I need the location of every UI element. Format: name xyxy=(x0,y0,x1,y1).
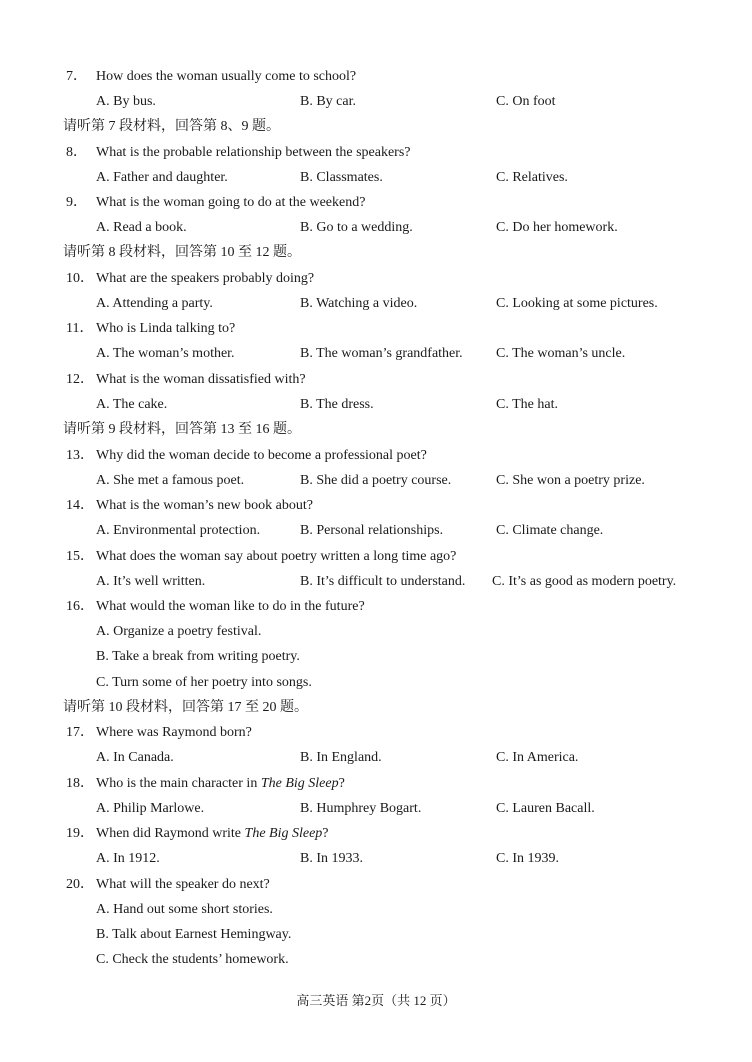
option-c: C. Lauren Bacall. xyxy=(496,801,595,816)
option-a: A. Attending a party. xyxy=(96,296,213,311)
option-a: A. The woman’s mother. xyxy=(96,346,235,361)
question-number: 12． xyxy=(66,372,94,387)
option-b: B. It’s difficult to understand. xyxy=(300,574,466,589)
question-text: Why did the woman decide to become a professional poet? xyxy=(96,448,427,463)
option-a: A. Hand out some short stories. xyxy=(96,902,273,917)
option-a: A. Read a book. xyxy=(96,220,187,235)
question-mark: ? xyxy=(338,776,345,791)
section-instruction: 请听第 10 段材料，回答第 17 至 20 题。 xyxy=(63,700,308,715)
option-a: A. By bus. xyxy=(96,94,156,109)
question-number: 9． xyxy=(66,195,87,210)
option-a: A. Philip Marlowe. xyxy=(96,801,205,816)
question-text: What would the woman like to do in the future? xyxy=(96,599,365,614)
book-title: The Big Sleep xyxy=(244,826,323,841)
book-title: The Big Sleep xyxy=(260,776,339,791)
option-c: C. In 1939. xyxy=(496,851,559,866)
question-text: Where was Raymond born? xyxy=(96,725,252,740)
question-number: 13． xyxy=(66,448,94,463)
section-instruction: 请听第 7 段材料，回答第 8、9 题。 xyxy=(63,119,280,134)
option-c: C. She won a poetry prize. xyxy=(496,473,645,488)
option-c: C. The hat. xyxy=(496,397,558,412)
question-text: What does the woman say about poetry written a long time ago? xyxy=(96,549,457,564)
question-text: What will the speaker do next? xyxy=(96,877,270,892)
option-c: C. Turn some of her poetry into songs. xyxy=(96,675,312,690)
option-b: B. Take a break from writing poetry. xyxy=(96,649,300,664)
option-c: C. Climate change. xyxy=(496,523,604,538)
question-text: What is the woman going to do at the weekend? xyxy=(96,195,366,210)
option-b: B. Watching a video. xyxy=(300,296,418,311)
question-number: 14． xyxy=(66,498,94,513)
section-instruction: 请听第 9 段材料，回答第 13 至 16 题。 xyxy=(63,422,301,437)
option-b: B. By car. xyxy=(300,94,356,109)
option-b: B. In England. xyxy=(300,750,382,765)
question-text: What is the woman’s new book about? xyxy=(96,498,313,513)
option-a: A. She met a famous poet. xyxy=(96,473,245,488)
question-number: 16． xyxy=(66,599,94,614)
question-text xyxy=(96,825,329,843)
question-text: What are the speakers probably doing? xyxy=(96,271,315,286)
question-number: 19． xyxy=(66,826,94,841)
question-number: 11． xyxy=(66,321,94,336)
question-number: 8． xyxy=(66,145,87,160)
option-a: A. Father and daughter. xyxy=(96,170,228,185)
question-text xyxy=(96,775,345,793)
question-mark: ? xyxy=(322,826,329,841)
section-instruction: 请听第 8 段材料，回答第 10 至 12 题。 xyxy=(63,245,301,260)
option-b: B. Personal relationships. xyxy=(300,523,444,538)
option-c: C. The woman’s uncle. xyxy=(496,346,626,361)
option-a: A. In 1912. xyxy=(96,851,160,866)
question-text-start: When did Raymond write xyxy=(96,826,245,841)
option-a: A. Environmental protection. xyxy=(96,523,261,538)
option-c: C. Check the students’ homework. xyxy=(96,952,289,967)
question-text: What is the probable relationship between the speakers? xyxy=(96,145,411,160)
option-b: B. She did a poetry course. xyxy=(300,473,452,488)
question-number: 15． xyxy=(66,549,94,564)
page-footer: 高三英语 第2页（共 12 页） xyxy=(296,993,456,1008)
question-text: How does the woman usually come to school? xyxy=(96,69,357,84)
option-b: B. The woman’s grandfather. xyxy=(300,346,463,361)
question-number: 17． xyxy=(66,725,94,740)
question-text: Who is Linda talking to? xyxy=(96,321,236,336)
option-c: C. On foot xyxy=(496,94,556,109)
question-text: What is the woman dissatisfied with? xyxy=(96,372,306,387)
option-a: A. It’s well written. xyxy=(96,574,206,589)
option-c: C. Do her homework. xyxy=(496,220,618,235)
option-c: C. Relatives. xyxy=(496,170,568,185)
question-number: 18． xyxy=(66,776,94,791)
option-c: C. It’s as good as modern poetry. xyxy=(492,574,677,589)
question-number: 20． xyxy=(66,877,94,892)
option-c: C. Looking at some pictures. xyxy=(496,296,658,311)
option-c: C. In America. xyxy=(496,750,579,765)
option-b: B. The dress. xyxy=(300,397,374,412)
question-number: 10． xyxy=(66,271,94,286)
option-b: B. In 1933. xyxy=(300,851,363,866)
question-text-start: Who is the main character in xyxy=(96,776,261,791)
option-a: A. The cake. xyxy=(96,397,168,412)
option-a: A. Organize a poetry festival. xyxy=(96,624,262,639)
option-b: B. Classmates. xyxy=(300,170,383,185)
option-b: B. Humphrey Bogart. xyxy=(300,801,422,816)
option-b: B. Talk about Earnest Hemingway. xyxy=(96,927,292,942)
question-number: 7． xyxy=(66,69,87,84)
option-b: B. Go to a wedding. xyxy=(300,220,413,235)
option-a: A. In Canada. xyxy=(96,750,174,765)
